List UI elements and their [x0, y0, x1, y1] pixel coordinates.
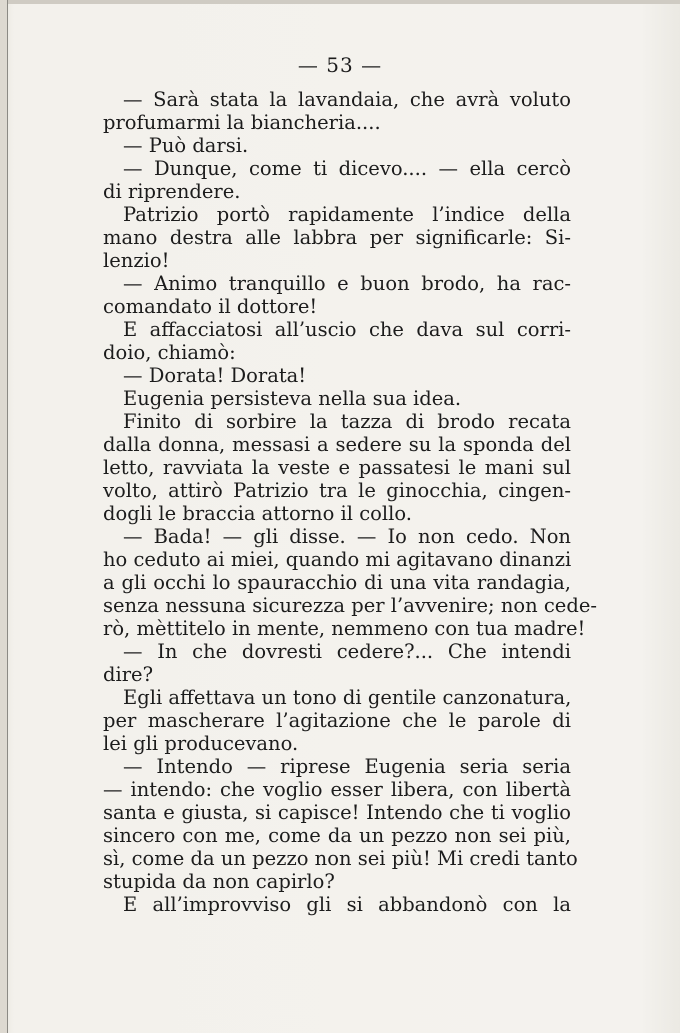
text-line: stupida da non capirlo? — [103, 870, 335, 893]
text-line: dire? — [103, 663, 154, 686]
text-line: profumarmi la biancheria.... — [103, 111, 381, 134]
text-line: — Può darsi. — [123, 134, 249, 157]
text-line: letto, ravviata la veste e passatesi le mani sul — [103, 456, 571, 479]
text-line: E all’improvviso gli si abbandonò con la — [123, 893, 571, 916]
text-line: Finito di sorbire la tazza di brodo recata — [123, 410, 571, 433]
text-line: — Bada! — gli disse. — Io non cedo. Non — [123, 525, 571, 548]
text-line: a gli occhi lo spauracchio di una vita randagia, — [103, 571, 571, 594]
text-line: santa e giusta, si capisce! Intendo che ti voglio — [103, 801, 571, 824]
text-line: doio, chiamò: — [103, 341, 236, 364]
text-line: — In che dovresti cedere?... Che intendi — [123, 640, 571, 663]
text-line: Patrizio portò rapidamente l’indice della — [123, 203, 571, 226]
text-line: — Intendo — riprese Eugenia seria seria — [123, 755, 571, 778]
body-text — [103, 88, 597, 916]
text-line: per mascherare l’agitazione che le parole di — [103, 709, 571, 732]
text-line: lenzio! — [103, 249, 170, 272]
text-line: — Dorata! Dorata! — [123, 364, 307, 387]
page-binding-edge — [0, 0, 8, 1033]
text-line: Eugenia persisteva nella sua idea. — [123, 387, 462, 410]
text-line: di riprendere. — [103, 180, 241, 203]
text-line: sì, come da un pezzo non sei più! Mi credi tanto — [103, 847, 578, 870]
text-line: senza nessuna sicurezza per l’avvenire; non cede- — [103, 594, 597, 617]
text-line: — intendo: che voglio esser libera, con libertà — [103, 778, 571, 801]
text-line: rò, mèttitelo in mente, nemmeno con tua madre! — [103, 617, 586, 640]
text-line: dogli le braccia attorno il collo. — [103, 502, 412, 525]
text-line: — Animo tranquillo e buon brodo, ha rac- — [123, 272, 571, 295]
text-line: — Sarà stata la lavandaia, che avrà voluto — [123, 88, 571, 111]
text-line: mano destra alle labbra per significarle: Si- — [103, 226, 571, 249]
text-line: Egli affettava un tono di gentile canzonatura, — [123, 686, 572, 709]
page-top-edge — [0, 0, 680, 4]
text-line: ho ceduto ai miei, quando mi agitavano dinanzi — [103, 548, 572, 571]
text-line: comandato il dottore! — [103, 295, 318, 318]
page-number: — 53 — — [297, 53, 383, 77]
text-line: volto, attirò Patrizio tra le ginocchia, cingen- — [103, 479, 571, 502]
text-line: lei gli producevano. — [103, 732, 299, 755]
text-line: — Dunque, come ti dicevo.... — ella cercò — [123, 157, 571, 180]
text-line: sincero con me, come da un pezzo non sei più, — [103, 824, 571, 847]
text-line: E affacciatosi all’uscio che dava sul corri- — [123, 318, 571, 341]
text-line: dalla donna, messasi a sedere su la sponda del — [103, 433, 571, 456]
